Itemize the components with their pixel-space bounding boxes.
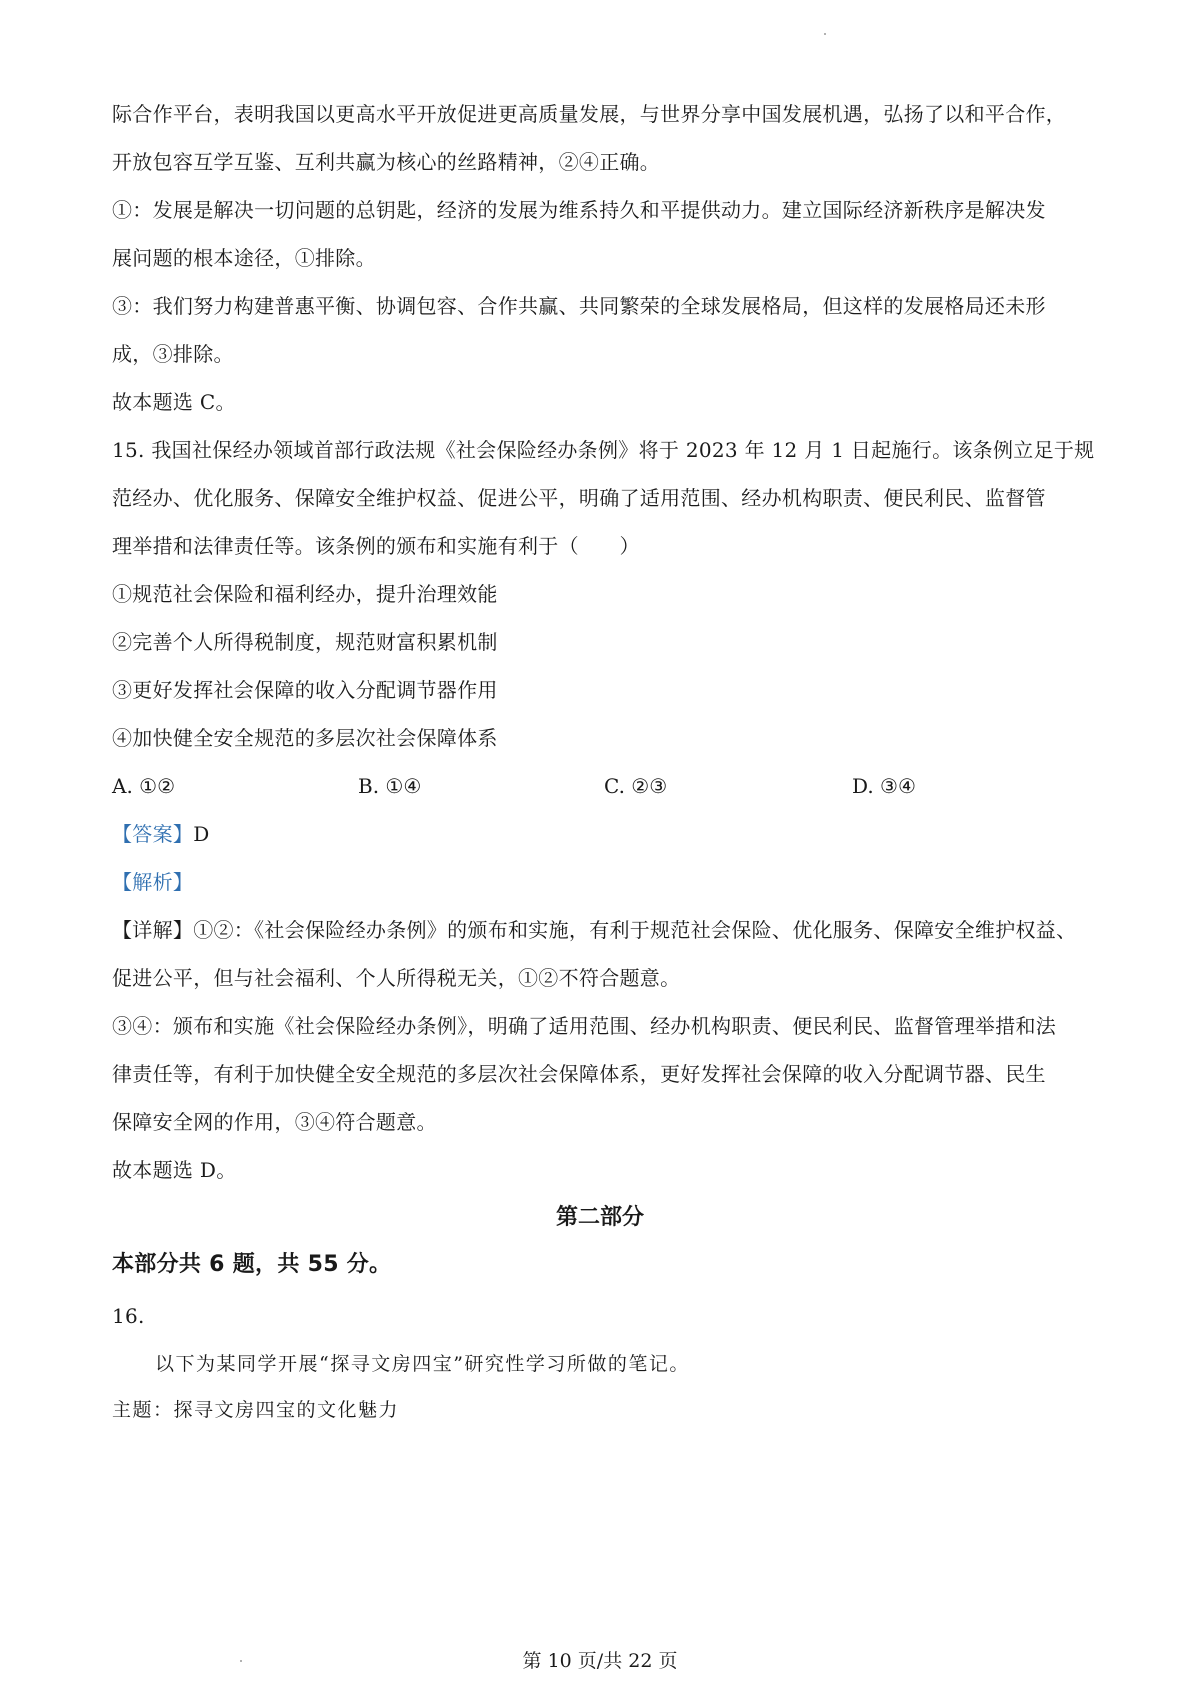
paragraph-line: 际合作平台，表明我国以更高水平开放促进更高质量发展，与世界分享中国发展机遇，弘扬了以和平合作， (112, 102, 1067, 126)
detail-line: 故本题选 D。 (112, 1158, 237, 1182)
option-c: C. ②③ (604, 774, 668, 798)
detail-text: ①②：《社会保险经办条例》的颁布和实施，有利于规范社会保险、优化服务、保障安全维护权益、 (193, 918, 1077, 942)
analysis-label: 【解析】 (112, 870, 194, 894)
answer-line (112, 820, 1102, 848)
statement-item: ②完善个人所得税制度，规范财富积累机制 (112, 630, 498, 654)
answer-value: D (193, 822, 210, 846)
question-number: 16. (112, 1304, 145, 1328)
analysis-line (112, 868, 1102, 896)
paragraph-line: 故本题选 C。 (112, 390, 236, 414)
statement-item: ①规范社会保险和福利经办，提升治理效能 (112, 582, 498, 606)
detail-line (112, 916, 1102, 944)
option-b: B. ①④ (358, 774, 422, 798)
option-d: D. ③④ (852, 774, 916, 798)
paragraph-line: ③：我们努力构建普惠平衡、协调包容、合作共赢、共同繁荣的全球发展格局，但这样的发展格局还未形 (112, 294, 1046, 318)
section-title: 第二部分 (555, 1205, 644, 1230)
notes-topic: 主题：探寻文房四宝的文化魅力 (112, 1399, 400, 1421)
section-description: 本部分共 6 题，共 55 分。 (112, 1252, 392, 1277)
option-a: A. ①② (112, 774, 176, 798)
page-number-footer: 第 10 页/共 22 页 (522, 1650, 678, 1672)
paragraph-line: 成，③排除。 (112, 342, 234, 366)
detail-line: 促进公平，但与社会福利、个人所得税无关，①②不符合题意。 (112, 966, 681, 990)
statement-item: ④加快健全安全规范的多层次社会保障体系 (112, 726, 498, 750)
paragraph-line: 开放包容互学互鉴、互利共赢为核心的丝路精神，②④正确。 (112, 150, 661, 174)
question-stem-line: 15. 我国社保经办领域首部行政法规《社会保险经办条例》将于 2023 年 12 月 1 日起施行。该条例立足于规 (112, 438, 1095, 462)
detail-line: ③④：颁布和实施《社会保险经办条例》，明确了适用范围、经办机构职责、便民利民、监督管理举措和法 (112, 1014, 1057, 1038)
question-intro: 以下为某同学开展“探寻文房四宝”研究性学习所做的笔记。 (155, 1353, 690, 1375)
statement-item: ③更好发挥社会保障的收入分配调节器作用 (112, 678, 498, 702)
detail-line: 保障安全网的作用，③④符合题意。 (112, 1110, 437, 1134)
detail-label: 【详解】 (112, 918, 194, 942)
question-stem-line: 范经办、优化服务、保障安全维护权益、促进公平，明确了适用范围、经办机构职责、便民利民、监督管 (112, 486, 1046, 510)
answer-label: 【答案】 (112, 822, 194, 846)
paragraph-line: ①：发展是解决一切问题的总钥匙，经济的发展为维系持久和平提供动力。建立国际经济新秩序是解决发 (112, 198, 1046, 222)
question-stem-line: 理举措和法律责任等。该条例的颁布和实施有利于（ ） (112, 534, 640, 558)
detail-line: 律责任等，有利于加快健全安全规范的多层次社会保障体系，更好发挥社会保障的收入分配调节器、民生 (112, 1062, 1046, 1086)
scan-speck (824, 33, 826, 35)
paragraph-line: 展问题的根本途径，①排除。 (112, 246, 376, 270)
